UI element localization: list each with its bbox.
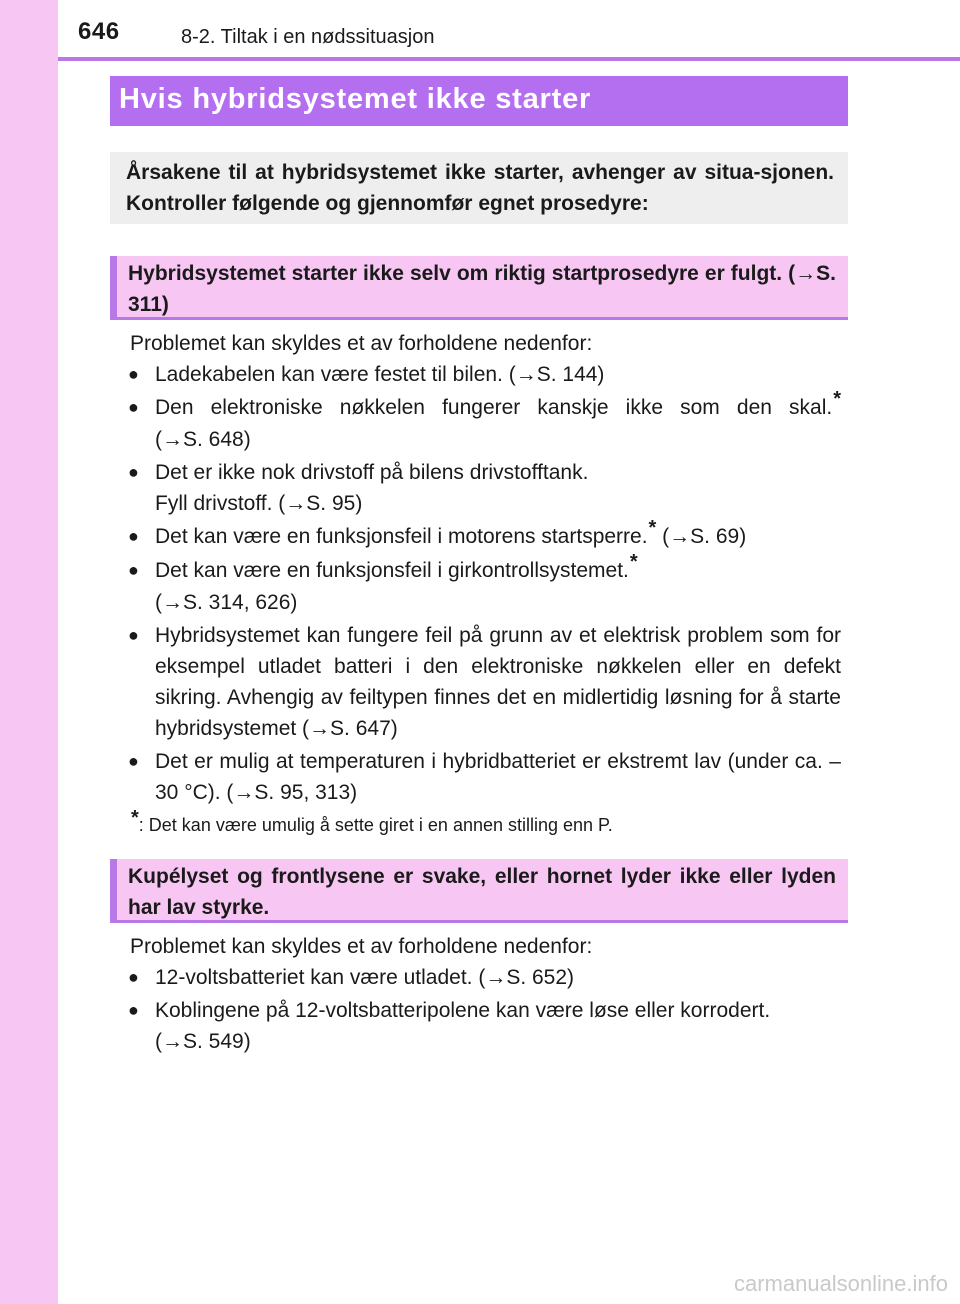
list-item [128, 962, 841, 993]
bullet-icon: ● [128, 526, 139, 546]
bullet-icon: ● [128, 751, 139, 771]
page-number: 646 [78, 18, 120, 45]
bullet-icon: ● [128, 462, 139, 482]
lead-text-2: Problemet kan skyldes et av forholdene nedenfor: [130, 935, 593, 958]
bullet-icon: ● [128, 560, 139, 580]
arrow-icon: → [795, 262, 817, 285]
item-text: Ladekabelen kan være festet til bilen. (→S. 144) [155, 363, 605, 386]
left-margin-bar [0, 0, 58, 1304]
subsection-heading-text: Hybridsystemet starter ikke selv om riktig startprosedyre er fulgt. ( [128, 262, 796, 285]
item-text: Det er mulig at temperaturen i hybridbatteriet er ekstremt lav (under ca. –30 °C). (→S. 95, 313) [155, 750, 841, 804]
item-continuation: (→S. 648) [155, 428, 251, 451]
intro-text: Årsakene til at hybridsystemet ikke starter, avhenger av situa-sjonen. Kontroller følgende og gjennomfør egnet prosedyre: [126, 161, 834, 215]
bullet-icon: ● [128, 967, 139, 987]
item-continuation: (→S. 314, 626) [155, 591, 298, 614]
intro-box [110, 152, 848, 224]
asterisk-marker: * [131, 807, 139, 829]
item-text: Det kan være en funksjonsfeil i girkontrollsystemet. [155, 559, 629, 582]
footnote-text: : Det kan være umulig å sette giret i en annen stilling enn P. [138, 815, 613, 835]
list-item [128, 388, 841, 455]
list-item [128, 551, 841, 618]
condition-list-2 [128, 962, 841, 1059]
item-text: Den elektroniske nøkkelen fungerer kanskje ikke som den skal. [155, 396, 833, 419]
section-title: Hvis hybridsystemet ikke starter [110, 76, 848, 126]
page-reference: S. 311) [128, 262, 836, 316]
list-item [128, 457, 841, 519]
item-continuation: Fyll drivstoff. (→S. 95) [155, 492, 363, 515]
list-item [128, 620, 841, 744]
list-item [128, 359, 841, 390]
list-item [128, 517, 841, 553]
item-text: Koblingene på 12-voltsbatteripolene kan være løse eller korrodert. [155, 999, 771, 1022]
list-item [128, 995, 841, 1057]
item-continuation: (→S. 549) [155, 1030, 251, 1053]
asterisk-marker: * [648, 517, 657, 539]
item-text: Det er ikke nok drivstoff på bilens drivstofftank. [155, 461, 589, 484]
asterisk-marker: * [833, 388, 841, 410]
list-item [128, 746, 841, 808]
item-reference: (→S. 69) [656, 525, 747, 548]
item-text: Det kan være en funksjonsfeil i motorens startsperre. [155, 525, 648, 548]
footnote [130, 807, 613, 839]
bullet-icon: ● [128, 364, 139, 384]
condition-list-1 [128, 359, 841, 810]
watermark-text: carmanualsonline.info [733, 1271, 948, 1296]
bullet-icon: ● [128, 397, 139, 417]
header-rule [58, 57, 960, 61]
item-text: Hybridsystemet kan fungere feil på grunn av et elektrisk problem som for eksempel utladet batteri i den elektroniske nøkkelen eller en defekt sikring. Avhengig av feiltypen finnes det en midlertidig løsning for å starte hybridsystemet (→S. 647) [155, 624, 841, 740]
subsection-heading-text: Kupélyset og frontlysene er svake, eller hornet lyder ikke eller lyden har lav styrke. [128, 865, 836, 919]
asterisk-marker: * [629, 551, 638, 573]
chapter-title: 8-2. Tiltak i en nødssituasjon [181, 26, 435, 48]
subsection-heading-2 [110, 859, 848, 923]
bullet-icon: ● [128, 625, 139, 645]
bullet-icon: ● [128, 1000, 139, 1020]
item-text: 12-voltsbatteriet kan være utladet. (→S. 652) [155, 966, 575, 989]
subsection-heading-1 [110, 256, 848, 320]
lead-text-1: Problemet kan skyldes et av forholdene nedenfor: [130, 332, 593, 355]
